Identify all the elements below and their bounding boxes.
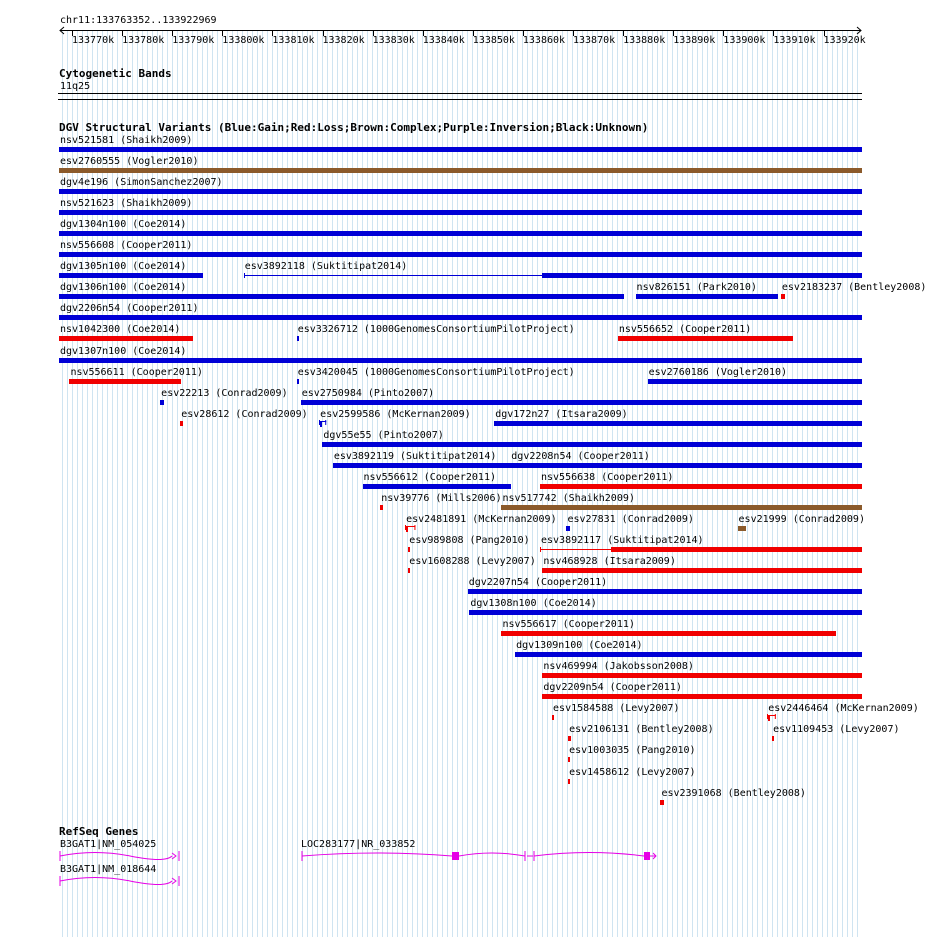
sv-track-title: DGV Structural Variants (Blue:Gain;Red:Loss;Brown:Complex;Purple:Inversion;Black:Unknown) xyxy=(59,121,649,134)
sv-feature-label[interactable]: esv2481891 (McKernan2009) xyxy=(406,513,557,525)
sv-feature-label[interactable]: dgv2207n54 (Cooper2011) xyxy=(468,577,608,589)
sv-feature-label[interactable]: nsv556617 (Cooper2011) xyxy=(502,619,635,631)
cytoband-track-title: Cytogenetic Bands xyxy=(59,67,172,80)
sv-feature-label[interactable]: esv3892119 (Suktitipat2014) xyxy=(333,450,497,462)
sv-feature-label[interactable]: esv1608288 (Levy2007) xyxy=(409,556,536,567)
sv-feature-label[interactable]: nsv556638 (Cooper2011) xyxy=(540,471,674,483)
sv-feature-label[interactable]: nsv1042300 (Coe2014) xyxy=(60,324,181,336)
ruler-tick-label: 133790k xyxy=(172,35,215,46)
ruler-tick-label: 133840k xyxy=(422,35,465,46)
sv-feature-label[interactable]: dgv1304n100 (Coe2014) xyxy=(60,219,187,231)
ruler-tick-label: 133830k xyxy=(372,35,415,46)
gene-label[interactable]: B3GAT1|NM_054025 xyxy=(60,839,157,850)
sv-feature-label[interactable]: esv2599586 (McKernan2009) xyxy=(320,408,471,420)
sv-feature-label[interactable]: dgv55e55 (Pinto2007) xyxy=(323,429,444,441)
cytoband-label: 11q25 xyxy=(60,81,91,92)
ruler-tick-label: 133920k xyxy=(823,35,866,46)
ruler-tick-label: 133820k xyxy=(322,35,365,46)
sv-feature-label[interactable]: esv3892118 (Suktitipat2014) xyxy=(244,261,408,273)
ruler-tick-label: 133850k xyxy=(472,35,515,46)
sv-feature-label[interactable]: esv2446464 (McKernan2009) xyxy=(768,703,919,715)
sv-feature-label[interactable]: nsv556608 (Cooper2011) xyxy=(60,240,193,252)
sv-feature-label[interactable]: esv28612 (Conrad2009) xyxy=(181,408,308,420)
sv-feature-label[interactable]: nsv521581 (Shaikh2009) xyxy=(60,135,193,146)
sv-feature-label[interactable]: esv3420045 (1000GenomesConsortiumPilotProject) xyxy=(297,366,575,378)
ruler-tick-label: 133880k xyxy=(623,35,666,46)
gene-model-loc283177[interactable] xyxy=(302,851,656,861)
sv-feature-label[interactable]: esv1458612 (Levy2007) xyxy=(569,766,696,778)
sv-feature-label[interactable]: dgv1308n100 (Coe2014) xyxy=(470,598,597,610)
ruler-tick-label: 133870k xyxy=(573,35,616,46)
sv-feature-label[interactable]: nsv826151 (Park2010) xyxy=(636,282,757,294)
sv-feature-label[interactable]: esv1109453 (Levy2007) xyxy=(773,724,900,736)
sv-feature-label[interactable]: dgv1309n100 (Coe2014) xyxy=(516,640,643,652)
sv-feature-label[interactable]: dgv4e196 (SimonSanchez2007) xyxy=(60,177,223,189)
sv-feature-label[interactable]: nsv517742 (Shaikh2009) xyxy=(502,492,635,504)
sv-feature-label[interactable]: esv989808 (Pang2010) xyxy=(409,534,530,546)
sv-feature-label[interactable]: esv3892117 (Suktitipat2014) xyxy=(540,534,704,546)
ruler-tick-label: 133800k xyxy=(222,35,265,46)
sv-feature-label[interactable]: nsv39776 (Mills2006) xyxy=(381,492,502,504)
ruler-tick-label: 133890k xyxy=(673,35,716,46)
sv-feature-label[interactable]: esv27831 (Conrad2009) xyxy=(567,513,694,525)
sv-feature-label[interactable]: dgv1305n100 (Coe2014) xyxy=(60,261,187,273)
sv-feature-label[interactable]: esv2106131 (Bentley2008) xyxy=(569,724,714,736)
ruler-tick-label: 133860k xyxy=(522,35,566,46)
sv-feature-label[interactable]: nsv556611 (Cooper2011) xyxy=(70,366,203,378)
sv-feature-label[interactable]: esv1584588 (Levy2007) xyxy=(553,703,680,715)
ruler-tick-label: 133780k xyxy=(122,35,165,46)
sv-feature-label[interactable]: esv2750984 (Pinto2007) xyxy=(301,387,435,399)
sv-feature-label[interactable]: dgv1307n100 (Coe2014) xyxy=(60,345,187,357)
sv-feature-label[interactable]: esv1003035 (Pang2010) xyxy=(569,745,696,757)
sv-feature-label[interactable]: esv21999 (Conrad2009) xyxy=(738,513,865,525)
gene-label[interactable]: LOC283177|NR_033852 xyxy=(301,839,416,850)
sv-feature-label[interactable]: nsv468928 (Itsara2009) xyxy=(543,556,676,567)
sv-feature-label[interactable]: nsv556652 (Cooper2011) xyxy=(618,324,752,336)
sv-feature-label[interactable]: dgv2208n54 (Cooper2011) xyxy=(511,450,650,462)
sv-feature-label[interactable]: esv2760186 (Vogler2010) xyxy=(648,366,788,378)
gene-model-b3gat1-nm054025[interactable] xyxy=(60,851,179,861)
sv-feature-label[interactable]: esv3326712 (1000GenomesConsortiumPilotProject) xyxy=(297,324,575,336)
sv-feature-label[interactable]: esv2760555 (Vogler2010) xyxy=(60,156,199,168)
sv-feature-label[interactable]: dgv2206n54 (Cooper2011) xyxy=(60,303,199,315)
sv-feature-label[interactable]: esv2391068 (Bentley2008) xyxy=(661,787,806,799)
ruler-tick-label: 133770k xyxy=(72,35,115,46)
sv-feature-label[interactable]: nsv521623 (Shaikh2009) xyxy=(60,198,193,210)
ruler-tick-label: 133910k xyxy=(773,35,816,46)
sv-feature-label[interactable]: dgv172n27 (Itsara2009) xyxy=(495,408,628,420)
sv-feature-label[interactable]: dgv2209n54 (Cooper2011) xyxy=(543,682,682,694)
gene-track-title: RefSeq Genes xyxy=(59,825,139,838)
sv-feature-label[interactable]: esv22213 (Conrad2009) xyxy=(161,387,288,399)
sv-feature-label[interactable]: nsv469994 (Jakobsson2008) xyxy=(543,661,694,673)
sv-feature-label[interactable]: esv2183237 (Bentley2008) xyxy=(781,282,926,294)
sv-feature-label[interactable]: nsv556612 (Cooper2011) xyxy=(363,471,496,483)
ruler-tick-label: 133900k xyxy=(723,35,766,46)
gene-model-b3gat1-nm018644[interactable] xyxy=(60,876,179,886)
gene-label[interactable]: B3GAT1|NM_018644 xyxy=(60,864,157,875)
coordinate-region-label: chr11:133763352..133922969 xyxy=(60,15,217,26)
ruler-tick-label: 133810k xyxy=(272,35,315,46)
sv-feature-label[interactable]: dgv1306n100 (Coe2014) xyxy=(60,282,187,294)
